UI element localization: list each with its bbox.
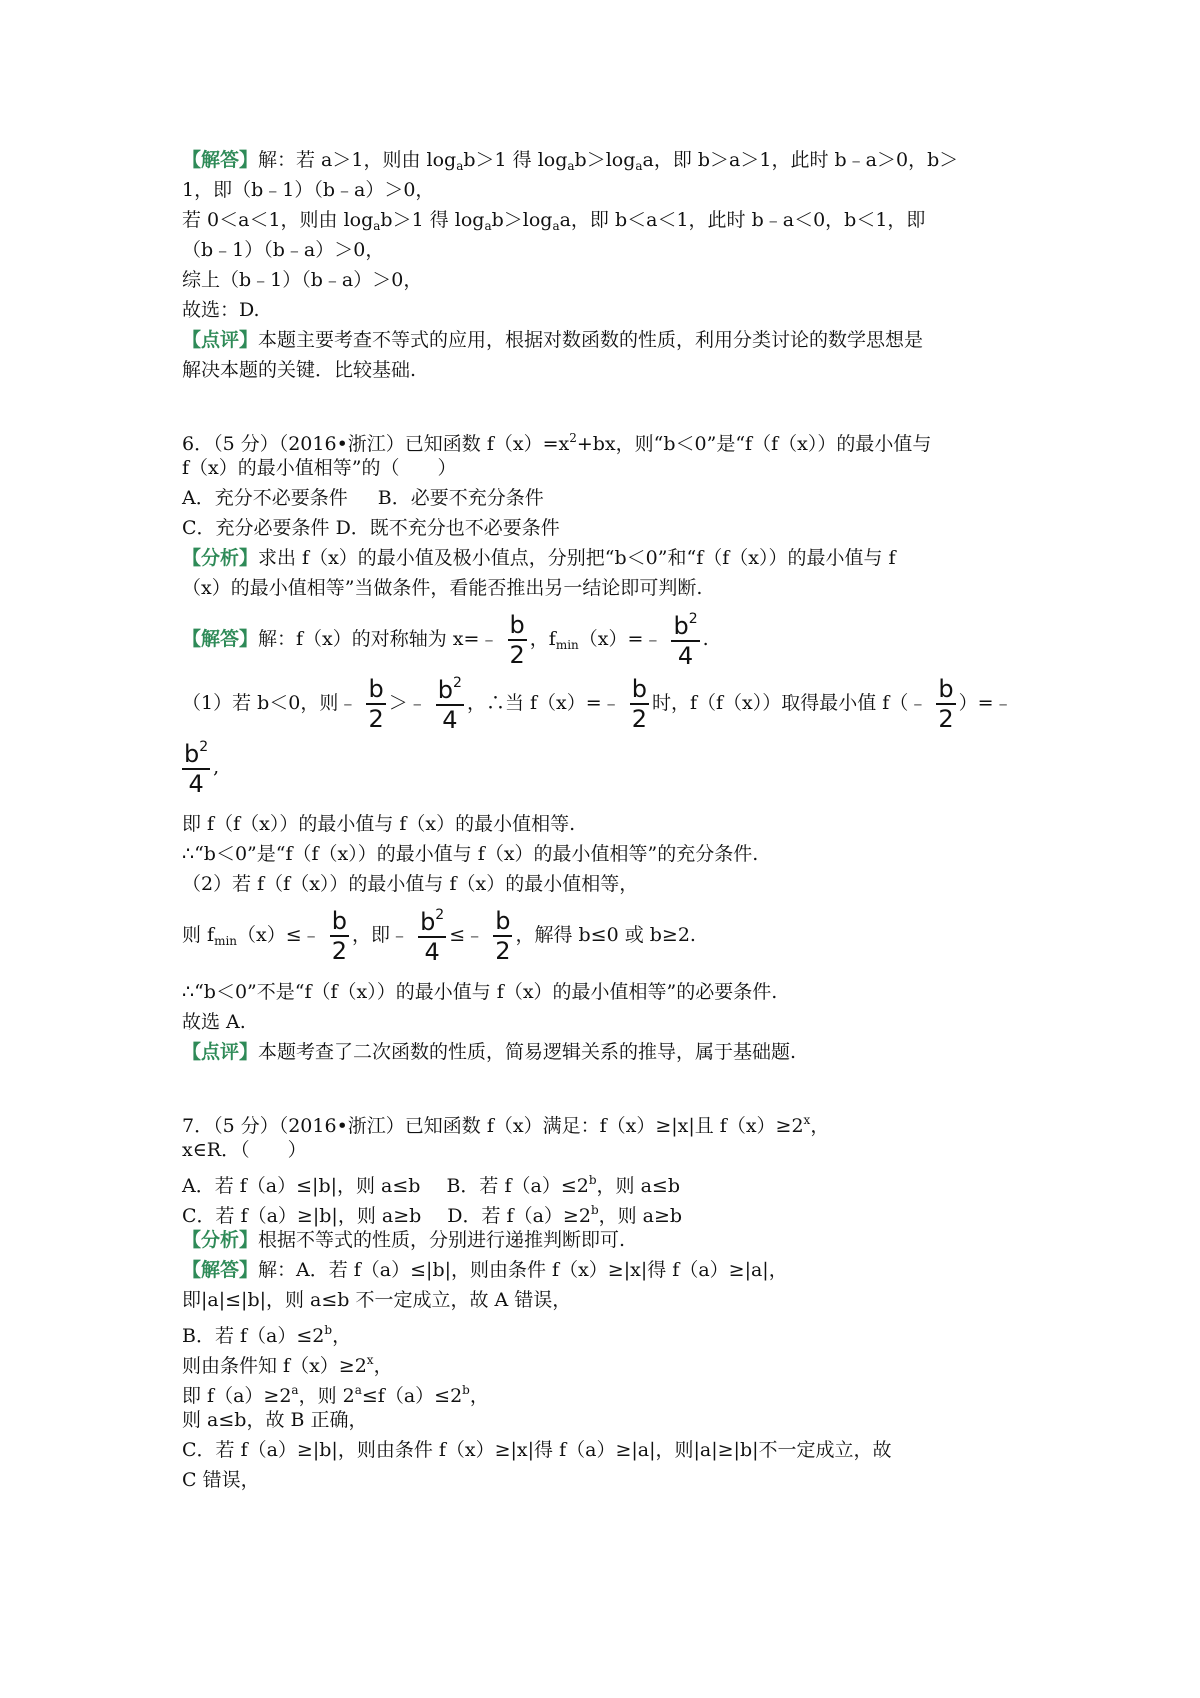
q6-options-cd: C．充分必要条件 D．既不充分也不必要条件 (182, 517, 560, 539)
q6-answer: 故选 A. (182, 1011, 246, 1033)
q6-solution-line-1: 【解答】解：f（x）的对称轴为 x=﹣ $\frac{b}{2}$ ，$f_{min}(x)=﹣$ $\frac{b^2}{4}$ . (182, 611, 709, 670)
q6-solution-line-7: 则 $f_{min}(x)\le﹣$ $\frac{b}{2}$ ，即﹣ $\frac{b^2}{4}$ ≤﹣ $\frac{b}{2}$ ，解得 b≤0 或 b≥2. (182, 907, 696, 966)
solution-tag: 【解答】 (182, 1259, 259, 1281)
q6-solution-line-2: （1）若 b＜0，则﹣ $\frac{b}{2}$ ＞﹣ $\frac{b^2}{4}$ ，∴当 f（x）=﹣ $\frac{b}{2}$ 时，f（f（x））取得最小值 f（﹣ $\frac{b}{2}$ ）=﹣ (182, 675, 1013, 734)
q7-solution-line-1: 【解答】解：A．若 f（a）≤|b|，则由条件 f（x）≥|x|得 f（a）≥|a|， (182, 1259, 788, 1281)
review-tag: 【点评】 (182, 329, 259, 351)
q7-solution-line-2: 即|a|≤|b|，则 a≤b 不一定成立，故 A 错误， (182, 1289, 572, 1311)
q6-analysis-line-2: （x）的最小值相等”当做条件，看能否推出另一结论即可判断. (182, 577, 703, 599)
analysis-tag: 【分析】 (182, 547, 259, 569)
p5-solution-line-1: 【解答】解：若 a＞1，则由 $\log_ab>1$ 得 $\log_ab>\log_aa$，即 b＞a＞1，此时 b﹣a＞0，b＞ (182, 149, 959, 173)
q6-stem-line-1: 6．（5 分）（2016•浙江）已知函数 $f(x)=x^2+bx$，则“b＜0”是“f（f（x））的最小值与 (182, 431, 932, 455)
fraction-b2-over-4: $\frac{b^2}{4}$ (184, 739, 209, 798)
p5-review: 【点评】本题主要考查不等式的应用，根据对数函数的性质，利用分类讨论的数学思想是 (182, 329, 924, 351)
fraction-b2-over-4: $\frac{b^2}{4}$ (437, 675, 462, 734)
q7-solution-line-6: 则 a≤b，故 B 正确， (182, 1409, 368, 1431)
fraction-b-over-2: $\frac{b}{2}$ (509, 611, 525, 669)
q7-solution-line-5: 即 $f(a)\ge 2^a$，则 $2^a\le f(a)\le 2^b$， (182, 1383, 489, 1407)
p5-answer: 故选：D. (182, 299, 260, 321)
q6-solution-line-8: ∴“b＜0”不是“f（f（x））的最小值与 f（x）的最小值相等”的必要条件. (182, 981, 778, 1003)
fraction-b-over-2: $\frac{b}{2}$ (331, 907, 347, 965)
review-tag: 【点评】 (182, 1041, 259, 1063)
q6-solution-line-5: ∴“b＜0”是“f（f（x））的最小值与 f（x）的最小值相等”的充分条件. (182, 843, 759, 865)
q7-solution-line-3: B．若 $f(a)\le 2^b$， (182, 1323, 352, 1347)
fraction-b2-over-4: $\frac{b^2}{4}$ (420, 907, 445, 966)
q7-stem-line-2: x∈R．（ ） (182, 1139, 307, 1161)
fraction-b-over-2: $\frac{b}{2}$ (495, 907, 511, 965)
q7-analysis: 【分析】根据不等式的性质，分别进行递推判断即可. (182, 1229, 626, 1251)
q7-solution-line-7: C．若 f（a）≥|b|，则由条件 f（x）≥|x|得 f（a）≥|a|，则|a|≥|b|不一定成立，故 (182, 1439, 892, 1461)
q7-options-ab: A．若 f（a）≤|b|，则 a≤b B．若 $f(a)\le 2^b$，则 a≤b (182, 1173, 680, 1197)
solution-tag: 【解答】 (182, 149, 259, 171)
fraction-b-over-2: $\frac{b}{2}$ (631, 675, 647, 733)
q6-solution-line-4: 即 f（f（x））的最小值与 f（x）的最小值相等. (182, 813, 576, 835)
q7-options-cd: C．若 f（a）≥|b|，则 a≥b D．若 $f(a)\ge 2^b$，则 a≥b (182, 1203, 683, 1227)
q7-solution-line-8: C 错误， (182, 1469, 260, 1491)
analysis-tag: 【分析】 (182, 1229, 259, 1251)
q6-review: 【点评】本题考查了二次函数的性质，简易逻辑关系的推导，属于基础题. (182, 1041, 797, 1063)
p5-solution-line-5: 综上（b﹣1）（b﹣a）＞0， (182, 269, 423, 291)
fraction-b2-over-4: $\frac{b^2}{4}$ (673, 611, 698, 670)
fraction-b-over-2: $\frac{b}{2}$ (368, 675, 384, 733)
q6-analysis: 【分析】求出 f（x）的最小值及极小值点，分别把“b＜0”和“f（f（x））的最小值与 f (182, 547, 896, 569)
q6-solution-line-3: $\frac{b^2}{4}$ , (184, 739, 220, 798)
p5-solution-line-4: （b﹣1）（b﹣a）＞0， (182, 239, 385, 261)
p5-solution-line-3: 若 0＜a＜1，则由 $\log_ab>1$ 得 $\log_ab>\log_aa$，即 b＜a＜1，此时 b﹣a＜0，b＜1，即 (182, 209, 926, 233)
fraction-b-over-2: $\frac{b}{2}$ (938, 675, 954, 733)
p5-review-line-2: 解决本题的关键．比较基础. (182, 359, 417, 381)
q6-solution-line-6: （2）若 f（f（x））的最小值与 f（x）的最小值相等， (182, 873, 639, 895)
q6-stem-line-2: f（x）的最小值相等”的（ ） (182, 457, 457, 479)
p5-solution-line-2: 1，即（b﹣1）（b﹣a）＞0， (182, 179, 435, 201)
q7-stem-line-1: 7．（5 分）（2016•浙江）已知函数 f（x）满足：f（x）≥|x|且 $f(x)\ge 2^x$， (182, 1113, 830, 1137)
solution-tag: 【解答】 (182, 628, 259, 650)
q7-solution-line-4: 则由条件知 $f(x)\ge 2^x$， (182, 1353, 393, 1377)
q6-options-ab: A．充分不必要条件 B．必要不充分条件 (182, 487, 544, 509)
